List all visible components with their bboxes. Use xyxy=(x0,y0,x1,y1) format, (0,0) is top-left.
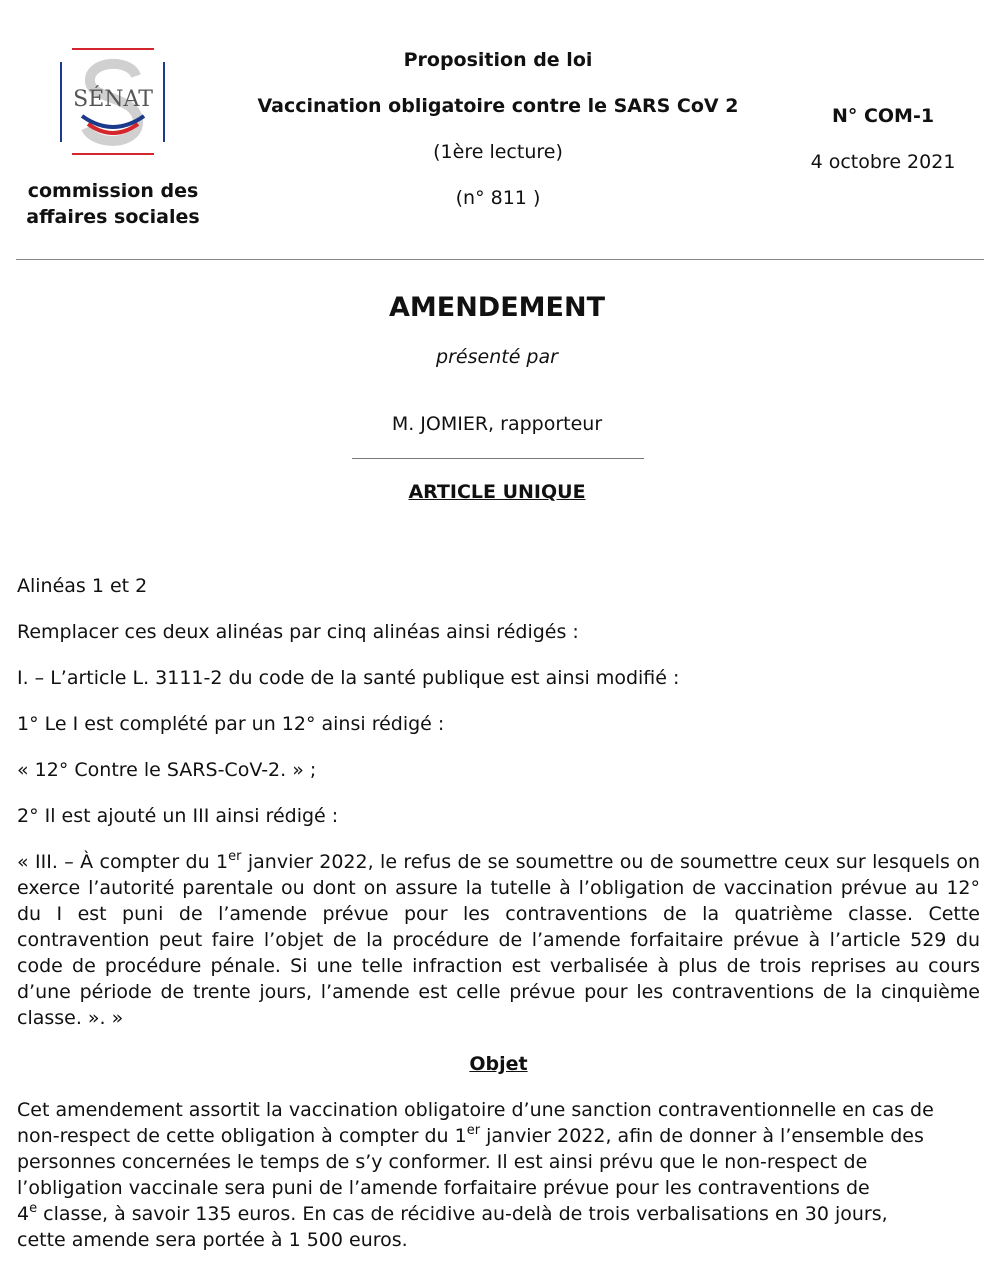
article-heading: ARTICLE UNIQUE xyxy=(408,481,586,503)
presented-by: présenté par xyxy=(436,346,558,368)
paragraph: Remplacer ces deux alinéas par cinq alinéas ainsi rédigés : xyxy=(17,621,579,643)
text-run: 4 xyxy=(17,1203,30,1225)
objet-line: personnes concernées le temps de s’y conformer. Il est ainsi prévu que le non-respect de xyxy=(17,1151,868,1173)
header-divider xyxy=(16,259,984,260)
text-run: non-respect de cette obligation à compter du 1 xyxy=(17,1125,467,1147)
amendment-body xyxy=(17,573,980,1253)
paragraph: I. – L’article L. 3111-2 du code de la santé publique est ainsi modifié : xyxy=(17,667,680,689)
amendment-date: 4 octobre 2021 xyxy=(810,151,956,173)
author: M. JOMIER, rapporteur xyxy=(391,413,603,435)
objet-heading: Objet xyxy=(469,1053,528,1075)
amendment-number: N° COM-1 xyxy=(831,105,935,127)
organization-name: commission des affaires sociales xyxy=(26,180,200,228)
logo-text: SÉNAT xyxy=(73,87,153,112)
text-run: janvier 2022, afin de donner à l’ensemble des xyxy=(480,1125,924,1147)
reading: (1ère lecture) xyxy=(433,141,563,163)
text-run: classe, à savoir 135 euros. En cas de récidive au-delà de trois verbalisations en 30 jours, xyxy=(37,1203,888,1225)
header-right xyxy=(790,102,976,176)
objet-line: cette amende sera portée à 1 500 euros. xyxy=(17,1229,408,1251)
text-run: « III. – À compter du 1 xyxy=(17,851,229,873)
superscript: er xyxy=(228,849,242,864)
doc-type: Proposition de loi xyxy=(403,49,593,71)
objet-line: Cet amendement assortit la vaccination obligatoire d’une sanction contraventionnelle en cas de xyxy=(17,1099,934,1121)
objet-line xyxy=(17,1123,980,1149)
superscript: er xyxy=(466,1123,481,1138)
author-divider xyxy=(352,458,644,459)
amendment-title: AMENDEMENT xyxy=(389,292,605,323)
law-title: Vaccination obligatoire contre le SARS CoV 2 xyxy=(257,95,739,117)
objet-line: l’obligation vaccinale sera puni de l’amende forfaitaire prévue pour les contraventions de xyxy=(17,1177,870,1199)
paragraph: 2° Il est ajouté un III ainsi rédigé : xyxy=(17,805,339,827)
paragraph: 1° Le I est complété par un 12° ainsi rédigé : xyxy=(17,713,445,735)
doc-number: (n° 811 ) xyxy=(455,187,541,209)
objet-text xyxy=(17,1097,980,1253)
header-center xyxy=(230,46,766,230)
objet-line xyxy=(17,1201,980,1227)
paragraph-article-text xyxy=(17,849,980,1031)
text-run: janvier 2022, le refus de se soumettre ou de soumettre ceux sur lesquels on exerce l’autorité parentale ou dont on assure la tutelle à l’obligation de vaccination prévue au 12° du I est puni de l’amende prévue pour les contraventions de la quatrième classe. Cette contravention peut faire l’objet de la procédure de l’amende forfaitaire prévue à l’article 529 du code de procédure pénale. Si une telle infraction est verbalisée à plus de trois reprises au cours d’une période de trente jours, l’amende est celle prévue pour les contraventions de la cinquième classe. ». » xyxy=(17,851,980,1029)
paragraph: « 12° Contre le SARS-CoV-2. » ; xyxy=(17,759,317,781)
paragraph: Alinéas 1 et 2 xyxy=(17,575,148,597)
superscript: e xyxy=(29,1201,38,1216)
senat-logo xyxy=(58,46,168,158)
